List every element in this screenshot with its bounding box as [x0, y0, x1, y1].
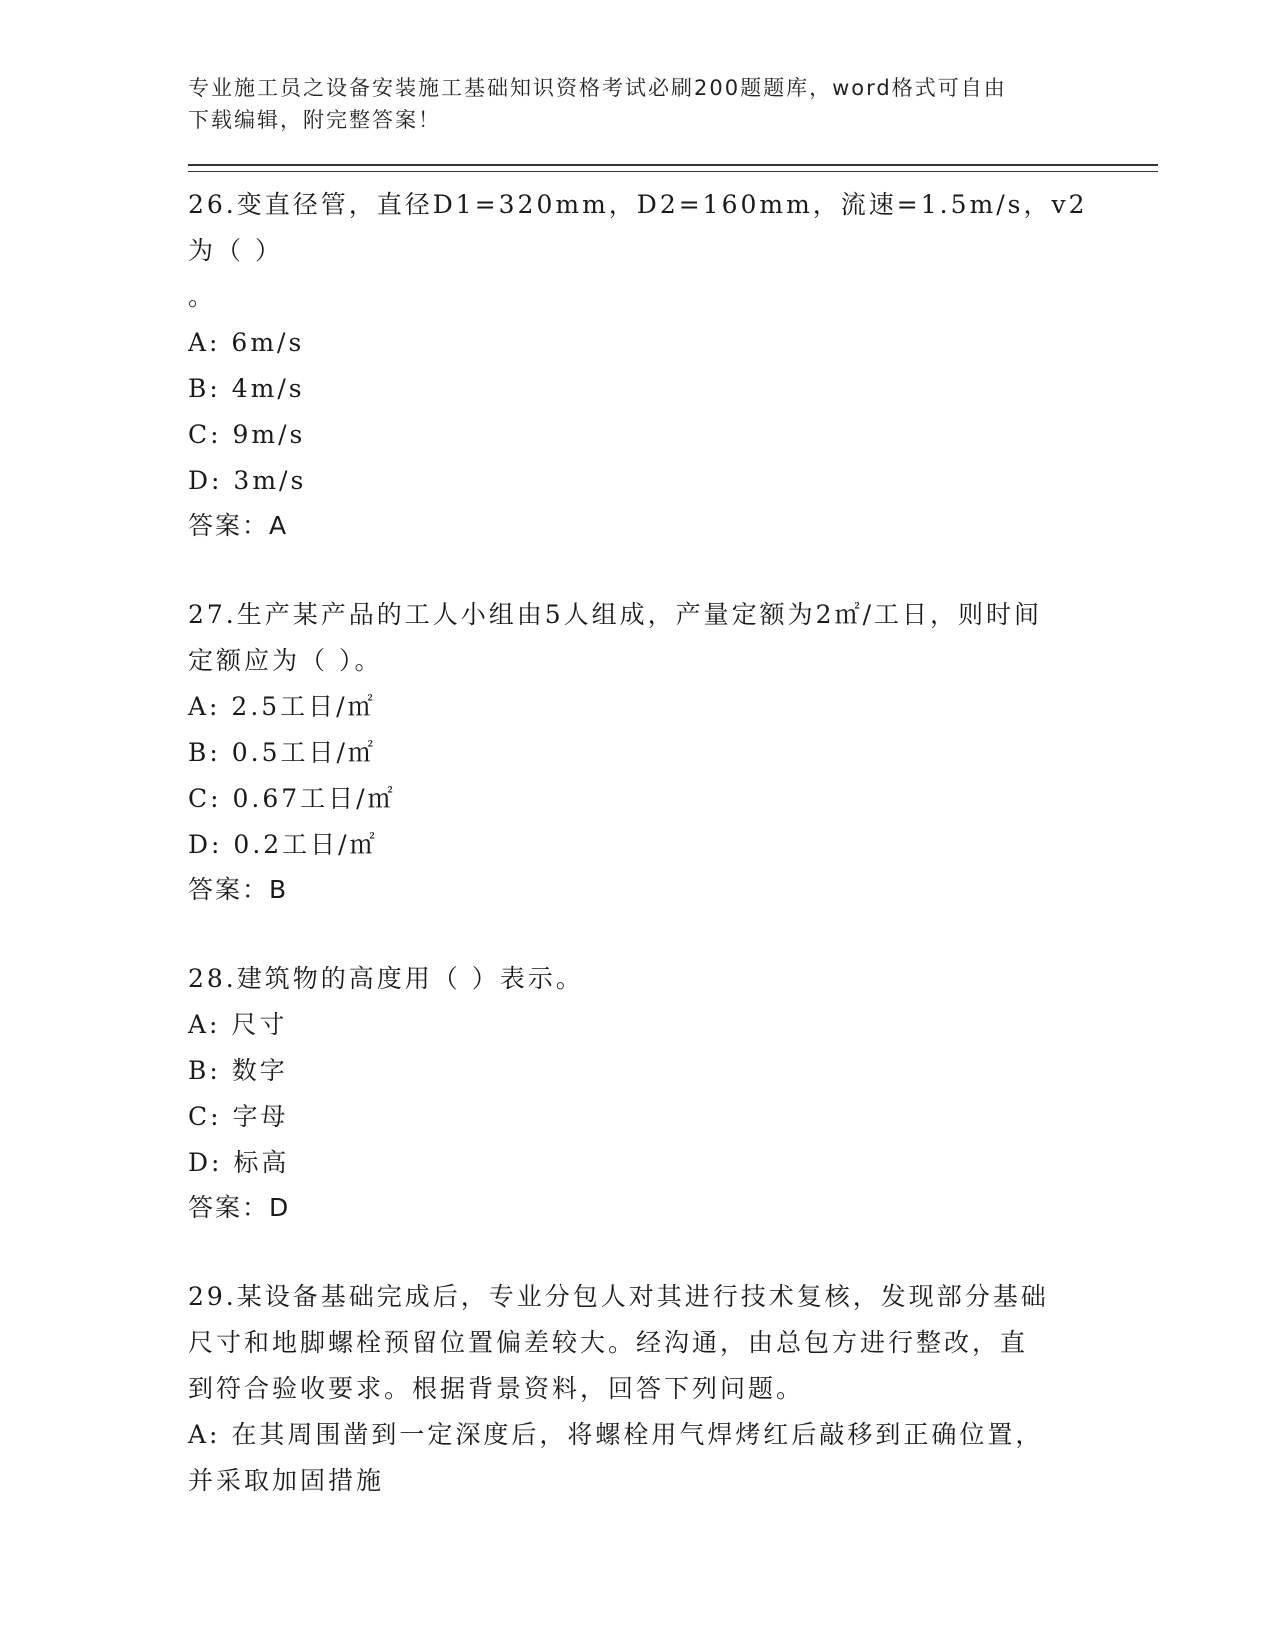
option-a: A: 在其周围凿到一定深度后，将螺栓用气焊烤红后敲移到正确位置， [188, 1420, 1044, 1449]
answer: 答案：B [188, 875, 289, 904]
option-d: D: 0.2工日/㎡ [188, 830, 378, 859]
question-line: 。 [188, 282, 217, 311]
question-text [188, 956, 1088, 1002]
header-divider [188, 164, 1158, 172]
option-b: B: 4m/s [188, 374, 305, 403]
question-text [188, 592, 1088, 684]
option-a: A: 6m/s [188, 328, 305, 357]
option-d: D: 标高 [188, 1148, 290, 1177]
option-a: A: 2.5工日/㎡ [188, 692, 376, 721]
option-a-continued: 并采取加固措施 [188, 1466, 385, 1495]
question-29 [188, 1274, 1158, 1504]
question-line: 26.变直径管，直径D1=320mm，D2=160mm，流速=1.5m/s，v2为（ ） [188, 190, 1088, 265]
answer: 答案：D [188, 1193, 291, 1222]
question-line: 28.建筑物的高度用（ ）表示。 [188, 964, 584, 993]
question-line: 到符合验收要求。根据背景资料，回答下列问题。 [188, 1374, 805, 1403]
question-text [188, 1274, 1088, 1412]
option-b: B: 数字 [188, 1056, 288, 1085]
answer: 答案：A [188, 511, 289, 540]
question-line: 尺寸和地脚螺栓预留位置偏差较大。经沟通，由总包方进行整改，直 [188, 1328, 1029, 1357]
question-line: 27.生产某产品的工人小组由5人组成，产量定额为2㎡/工日，则时间 [188, 600, 1042, 629]
option-c: C: 字母 [188, 1102, 289, 1131]
option-c: C: 0.67工日/㎡ [188, 784, 396, 813]
option-d: D: 3m/s [188, 466, 307, 495]
header-line-2: 下载编辑，附完整答案！ [188, 108, 441, 132]
document-header [188, 72, 1068, 136]
question-28 [188, 956, 1158, 1230]
question-27 [188, 592, 1158, 912]
option-b: B: 0.5工日/㎡ [188, 738, 376, 767]
question-text [188, 182, 1088, 320]
header-line-1: 专业施工员之设备安装施工基础知识资格考试必刷200题题库，word格式可自由 [188, 76, 1007, 100]
question-line: 定额应为（ ）。 [188, 646, 383, 675]
option-c: C: 9m/s [188, 420, 306, 449]
document-page [188, 72, 1158, 1504]
option-a: A: 尺寸 [188, 1010, 288, 1039]
question-line: 29.某设备基础完成后，专业分包人对其进行技术复核，发现部分基础 [188, 1282, 1049, 1311]
question-26 [188, 182, 1158, 548]
